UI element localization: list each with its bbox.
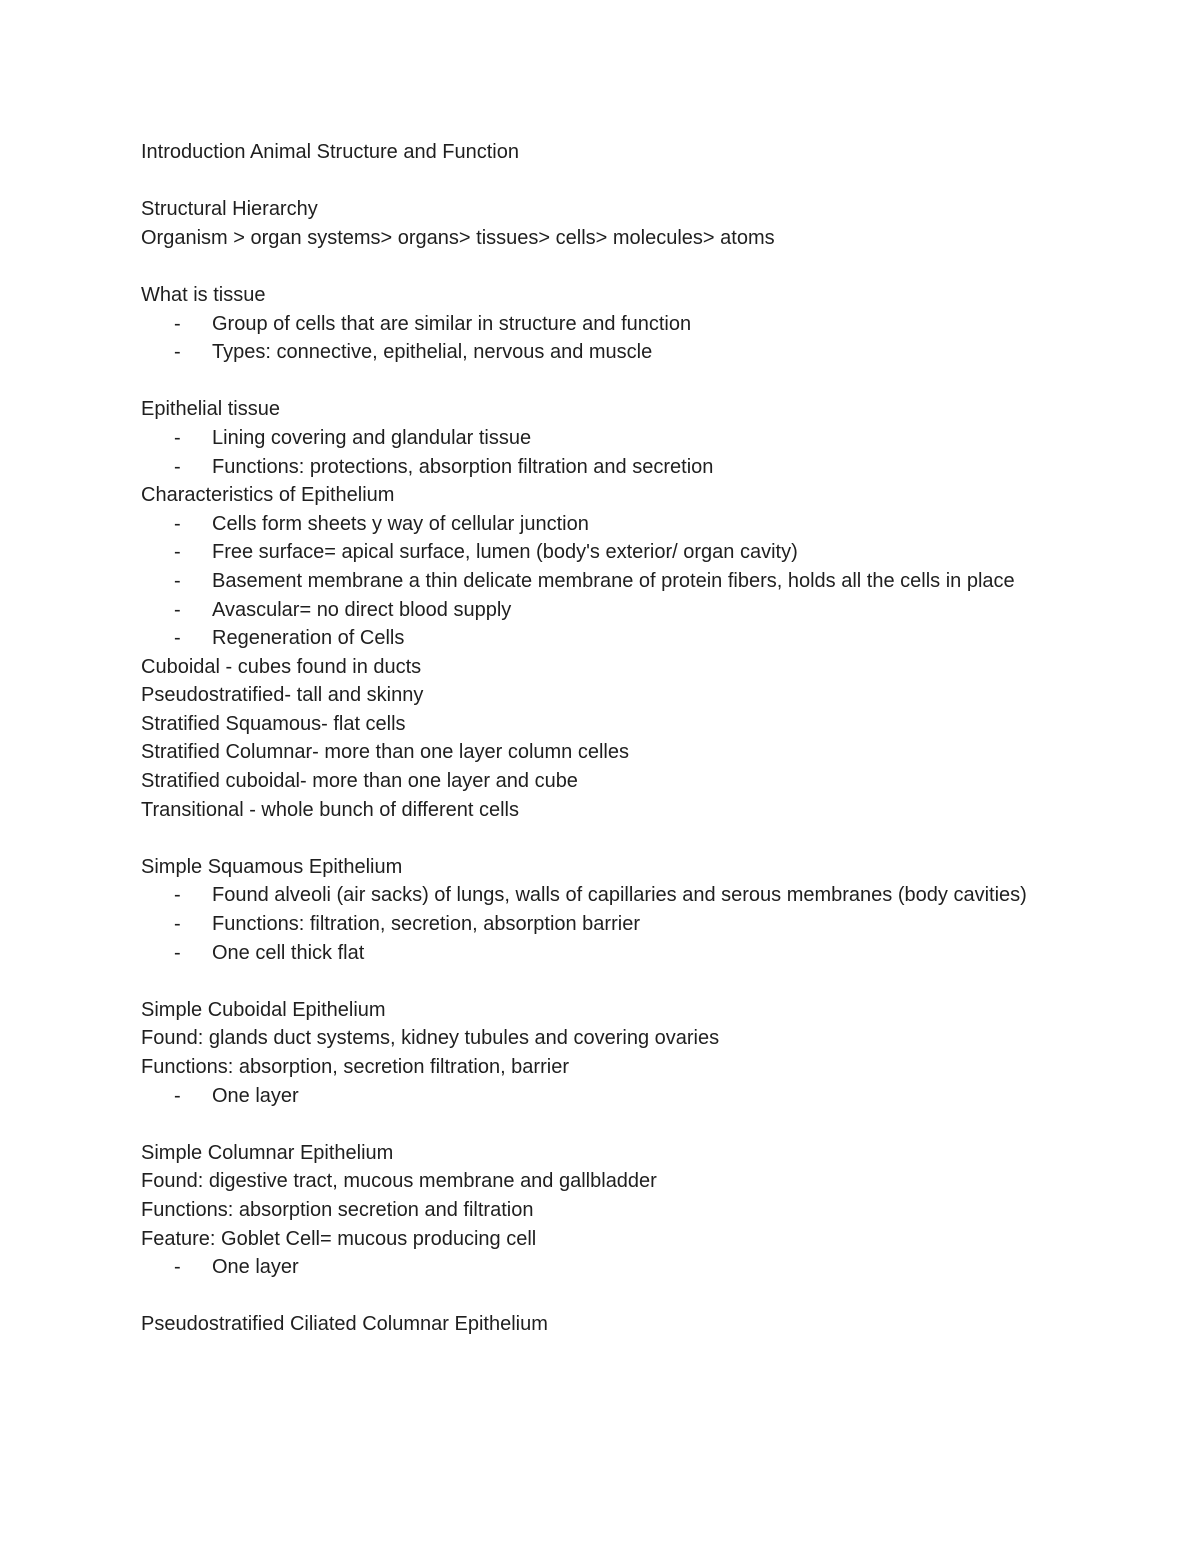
list-item-text: Cells form sheets y way of cellular junction — [212, 512, 589, 535]
section-heading-simple-columnar: Simple Columnar Epithelium — [141, 1141, 394, 1164]
spacer — [141, 167, 1071, 196]
list-item-text: One layer — [212, 1084, 299, 1107]
list-item — [141, 1082, 1032, 1111]
bullet-marker: - — [174, 1084, 181, 1107]
bullet-marker: - — [174, 341, 181, 364]
list-item-text: Lining covering and glandular tissue — [212, 426, 532, 449]
list-item-text: Types: connective, epithelial, nervous and muscle — [212, 341, 653, 364]
bullet-marker: - — [174, 941, 181, 964]
spacer — [141, 1110, 1071, 1139]
list-item-text: Free surface= apical surface, lumen (body's exterior/ organ cavity) — [212, 541, 798, 564]
list-item — [141, 453, 1032, 482]
list-item — [141, 338, 1032, 367]
list-item — [141, 596, 1032, 625]
list-item — [141, 939, 1032, 968]
text-line: Transitional - whole bunch of different cells — [141, 798, 519, 821]
list-item — [141, 910, 1032, 939]
bullet-marker: - — [174, 913, 181, 936]
list-item — [141, 424, 1032, 453]
list-item-text: Regeneration of Cells — [212, 627, 405, 650]
list-item — [141, 1253, 1032, 1282]
list-item-text: One layer — [212, 1256, 299, 1279]
list-item-text: Functions: filtration, secretion, absorption barrier — [212, 913, 640, 936]
section-heading-pseudostratified: Pseudostratified Ciliated Columnar Epithelium — [141, 1313, 548, 1336]
list-item-text: Found alveoli (air sacks) of lungs, walls of capillaries and serous membranes (body cavities) — [212, 884, 1027, 907]
bullet-marker: - — [174, 541, 181, 564]
bullet-marker: - — [174, 1256, 181, 1279]
list-item-text: Avascular= no direct blood supply — [212, 598, 512, 621]
bullet-marker: - — [174, 512, 181, 535]
bullet-marker: - — [174, 569, 181, 592]
section-heading-epithelial-tissue: Epithelial tissue — [141, 398, 280, 421]
list-item-text: Basement membrane a thin delicate membrane of protein fibers, holds all the cells in place — [212, 569, 1015, 592]
bullet-marker: - — [174, 884, 181, 907]
section-heading-simple-cuboidal: Simple Cuboidal Epithelium — [141, 998, 386, 1021]
spacer — [141, 367, 1071, 396]
list-item — [141, 510, 1032, 539]
bullet-marker: - — [174, 455, 181, 478]
bullet-marker: - — [174, 312, 181, 335]
hierarchy-text: Organism > organ systems> organs> tissues> cells> molecules> atoms — [141, 226, 775, 249]
list-item-text: Functions: protections, absorption filtration and secretion — [212, 455, 714, 478]
list-item-text: One cell thick flat — [212, 941, 365, 964]
list-item — [141, 881, 1032, 910]
text-line: Cuboidal - cubes found in ducts — [141, 655, 422, 678]
list-item — [141, 567, 1032, 596]
text-line: Found: digestive tract, mucous membrane and gallbladder — [141, 1170, 657, 1193]
document-body — [141, 138, 1071, 1339]
list-item-text: Group of cells that are similar in structure and function — [212, 312, 692, 335]
list-item — [141, 310, 1032, 339]
spacer — [141, 252, 1071, 281]
text-line: Stratified Columnar- more than one layer column celles — [141, 741, 629, 764]
spacer — [141, 967, 1071, 996]
bullet-marker: - — [174, 627, 181, 650]
section-heading-what-is-tissue: What is tissue — [141, 283, 266, 306]
text-line: Feature: Goblet Cell= mucous producing cell — [141, 1227, 537, 1250]
list-item — [141, 538, 1032, 567]
text-line: Stratified cuboidal- more than one layer and cube — [141, 770, 578, 793]
bullet-marker: - — [174, 426, 181, 449]
bullet-marker: - — [174, 598, 181, 621]
text-line: Pseudostratified- tall and skinny — [141, 684, 424, 707]
text-line: Functions: absorption secretion and filtration — [141, 1198, 534, 1221]
list-item — [141, 624, 1032, 653]
section-heading-characteristics: Characteristics of Epithelium — [141, 484, 395, 507]
text-line: Functions: absorption, secretion filtration, barrier — [141, 1056, 569, 1078]
spacer — [141, 824, 1071, 853]
text-line: Stratified Squamous- flat cells — [141, 712, 406, 735]
document-title: Introduction Animal Structure and Function — [141, 141, 519, 163]
section-heading-simple-squamous: Simple Squamous Epithelium — [141, 855, 403, 878]
spacer — [141, 1282, 1071, 1311]
text-line: Found: glands duct systems, kidney tubules and covering ovaries — [141, 1027, 720, 1050]
section-heading-structural-hierarchy: Structural Hierarchy — [141, 198, 318, 221]
